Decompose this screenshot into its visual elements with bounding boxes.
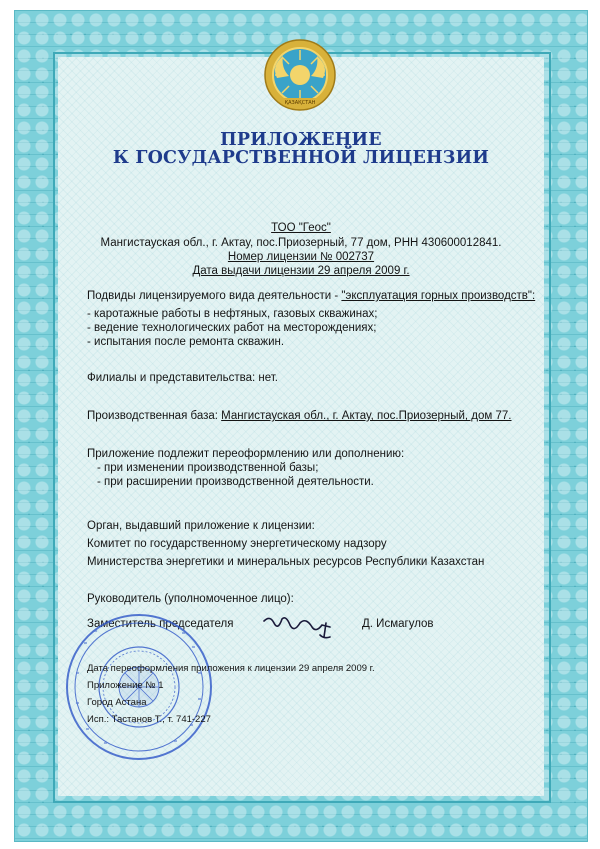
subtypes-value: "эксплуатация горных производств":	[341, 290, 536, 302]
state-emblem-icon	[263, 38, 337, 112]
license-number: Номер лицензии № 002737	[227, 251, 375, 263]
footer-executor: Исп.: Тастанов Т., т. 741-227	[87, 714, 211, 725]
subtypes-line	[87, 290, 535, 302]
subtypes-label: Подвиды лицензируемого вида деятельности -	[87, 290, 342, 302]
branches-line: Филиалы и представительства: нет.	[87, 372, 278, 384]
base-value: Мангистауская обл., г. Актау, пос.Приозерный, дом 77.	[221, 410, 512, 422]
signer-title: Заместитель председателя	[87, 618, 234, 630]
company-name: ТОО "Геос"	[271, 222, 331, 234]
company-address: Мангистауская обл., г. Актау, пос.Приозерный, 77 дом, РНН 430600012841.	[100, 237, 502, 249]
footer-city: Город Астана	[87, 697, 147, 708]
subtype-item: - ведение технологических работ на месторождениях;	[87, 322, 377, 334]
title-line-1: ПРИЛОЖЕНИЕ	[220, 130, 382, 150]
footer-date: Дата переоформления приложения к лицензии 29 апреля 2009 г.	[87, 663, 375, 674]
reissue-intro: Приложение подлежит переоформлению или дополнению:	[87, 448, 405, 460]
subtype-item: - каротажные работы в нефтяных, газовых скважинах;	[87, 308, 378, 320]
issuer-line-2: Министерства энергетики и минеральных ресурсов Республики Казахстан	[87, 556, 485, 568]
signer-name: Д. Исмагулов	[362, 618, 434, 630]
emblem-text: ҚАЗАҚСТАН	[284, 100, 316, 106]
reissue-item: - при расширении производственной деятельности.	[97, 476, 374, 488]
issue-date: Дата выдачи лицензии 29 апреля 2009 г.	[192, 265, 410, 277]
footer-app-number: Приложение № 1	[87, 680, 164, 691]
issuer-label: Орган, выдавший приложение к лицензии:	[87, 520, 315, 532]
reissue-item: - при изменении производственной базы;	[97, 462, 319, 474]
base-label: Производственная база:	[87, 410, 222, 422]
head-label: Руководитель (уполномоченное лицо):	[87, 593, 294, 605]
issuer-line-1: Комитет по государственному энергетическому надзору	[87, 538, 387, 550]
subtype-item: - испытания после ремонта скважин.	[87, 336, 285, 348]
production-base-line	[87, 410, 512, 422]
signature-icon	[260, 613, 340, 641]
title-line-2: К ГОСУДАРСТВЕННОЙ ЛИЦЕНЗИИ	[112, 148, 490, 168]
